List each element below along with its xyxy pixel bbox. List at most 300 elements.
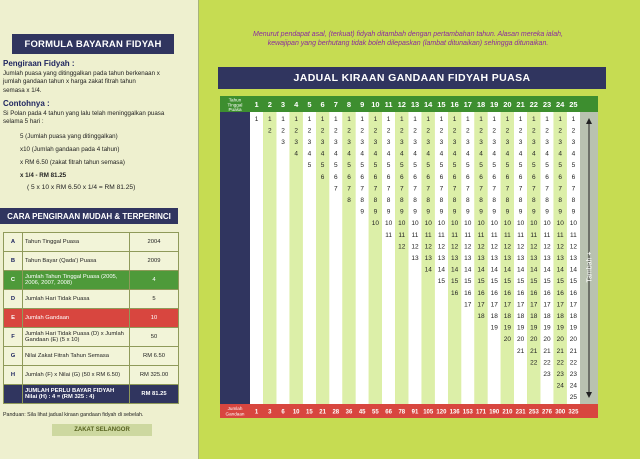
table-cell: 7 [505,185,510,193]
total-cell: 276 [541,409,553,416]
table-cell: 7 [492,185,497,193]
table-cell: 4 [518,150,523,158]
column-stripe [276,112,289,404]
table-cell: 22 [556,359,564,367]
table-cell: 9 [439,208,444,216]
table-cell: 14 [516,266,525,274]
year-column [220,112,250,404]
column-header: 1 [254,100,259,109]
calc-row-key: G [4,347,23,366]
table-cell: 3 [373,139,378,146]
column-header: 2 [267,100,272,109]
calc-row-key: A [4,233,23,252]
calc-row-label: Jumlah Hari Tidak Puasa [23,290,130,309]
table-cell: 6 [479,173,483,181]
table-cell: 24 [556,382,564,390]
table-cell: 5 [413,162,417,170]
table-cell: 11 [411,231,419,239]
table-cell: 15 [503,278,512,286]
table-cell: 2 [479,127,483,135]
column-header: 10 [371,100,380,109]
column-header: 9 [360,100,365,109]
table-cell: 8 [360,197,365,204]
table-cell: 4 [479,150,483,158]
table-cell: 16 [530,289,538,297]
table-cell: 10 [530,220,538,228]
table-cell: 1 [426,115,431,123]
totals-label: Jumlah [227,406,243,411]
table-cell: 22 [569,359,578,367]
calc-row-label: Jumlah Gandaan [23,309,130,328]
table-cell: 6 [545,173,549,181]
table-cell: 2 [413,127,417,135]
table-cell: 7 [333,185,338,193]
table-cell: 1 [413,115,417,123]
table-cell: 6 [492,173,497,181]
table-cell: 9 [545,208,549,216]
column-header: 24 [556,100,565,109]
table-cell: 23 [556,371,564,378]
table-cell: 4 [492,150,497,158]
table-cell: 18 [543,313,551,320]
table-cell: 11 [556,231,564,239]
table-cell: 10 [424,220,432,228]
table-cell: 11 [477,231,485,239]
table-cell: 1 [531,115,536,123]
table-cell: 23 [543,371,551,378]
table-cell: 9 [505,208,510,216]
table-cell: 3 [413,139,417,146]
column-header: 16 [450,100,459,109]
total-cell: 253 [528,409,539,416]
calc-table [3,232,179,404]
total-cell: 45 [358,409,366,416]
column-header: 25 [569,100,578,109]
total-cell: 36 [345,409,353,416]
table-cell: 16 [464,289,472,297]
total-cell: 153 [462,409,473,416]
column-header: 17 [463,100,472,109]
table-cell: 12 [569,243,578,251]
table-cell: 14 [437,266,446,274]
table-cell: 12 [477,243,485,251]
table-cell: 3 [320,139,325,146]
table-cell: 8 [373,197,378,204]
table-cell: 12 [437,243,446,251]
table-cell: 6 [426,173,431,181]
table-cell: 16 [543,289,551,297]
table-cell: 11 [451,231,458,239]
calc-row-value: 50 [130,328,179,347]
table-cell: 5 [307,162,312,170]
table-cell: 10 [371,220,380,228]
calc-row-key: E [4,309,23,328]
total-cell: 120 [436,409,447,416]
column-header: 7 [333,100,338,109]
table-cell: 8 [426,197,431,204]
table-cell: 24 [569,382,578,390]
table-cell: 4 [333,150,338,158]
table-cell: 7 [360,185,365,193]
calc-row-value: 4 [130,271,179,290]
total-cell: 55 [372,409,379,416]
total-cell: 231 [515,409,526,416]
table-cell: 17 [556,301,564,309]
table-cell: 20 [556,336,564,344]
calc-row-label: Jumlah (F) x Nilai (G) (50 x RM 6.50) [23,366,130,385]
total-cell: 15 [306,409,313,416]
table-cell: 5 [571,162,576,170]
table-cell: 1 [505,115,510,123]
corner-label: Tinggal [227,102,243,108]
table-cell: 14 [530,266,538,274]
total-cell: 136 [449,409,460,416]
table-cell: 15 [543,278,551,286]
calc-row-key [4,385,23,404]
table-cell: 2 [373,127,378,135]
table-cell: 1 [294,115,299,123]
calc-row-label: Jumlah Tahun Tinggal Puasa (2005, 2006, 2007, 2008) [23,271,130,290]
table-cell: 15 [556,278,564,286]
table-cell: 9 [531,208,536,216]
table-cell: 22 [530,359,538,367]
table-cell: 9 [479,208,483,216]
table-cell: 5 [558,162,563,170]
table-cell: 17 [530,301,538,309]
table-cell: 8 [531,197,536,204]
formula-title: FORMULA BAYARAN FIDYAH [12,34,174,54]
calc-row-key: F [4,328,23,347]
table-cell: 8 [571,197,576,204]
table-cell: 17 [569,301,578,309]
table-cell: 10 [411,220,419,228]
table-cell: 11 [504,231,511,239]
table-cell: 16 [556,289,564,297]
table-cell: 15 [477,278,485,286]
table-cell: 17 [503,301,512,309]
table-cell: 14 [543,266,551,274]
table-cell: 1 [333,115,338,123]
column-header: 22 [529,100,538,109]
table-cell: 5 [386,162,391,170]
table-cell: 14 [569,266,578,274]
table-cell: 18 [530,313,538,320]
table-cell: 1 [492,115,497,123]
example-steps: 5 (Jumlah puasa yang ditinggalkan) x10 (Jumlah gandaan pada 4 tahun) x RM 6.50 (zakat fitrah tahun semasa) x 1/4 - RM 81.25 [20,133,125,179]
table-cell: 11 [570,231,577,239]
table-cell: 10 [556,220,564,228]
table-cell: 13 [411,255,419,262]
cara-title: CARA PENGIRAAN MUDAH & TERPERINCI [0,208,178,224]
table-cell: 2 [465,127,470,135]
table-cell: 10 [384,220,393,228]
column-header: 4 [294,100,299,109]
table-cell: 9 [373,208,378,216]
table-cell: 5 [373,162,378,170]
table-cell: 18 [516,313,525,320]
totals-label: Gandaan [225,411,245,417]
total-cell: 105 [423,409,434,416]
table-cell: 19 [543,324,551,332]
table-cell: 18 [503,313,512,320]
table-cell: 12 [398,243,406,251]
table-cell: 8 [439,197,444,204]
total-cell: 190 [489,409,500,416]
table-cell: 2 [558,127,563,135]
column-header: 18 [476,100,486,109]
table-cell: 15 [450,278,459,286]
column-header: 6 [320,100,325,109]
column-header: 21 [516,100,525,109]
table-cell: 4 [439,150,444,158]
table-cell: 18 [477,313,485,320]
contoh-heading: Contohnya : [3,99,50,108]
table-cell: 4 [558,150,563,158]
table-cell: 5 [531,162,536,170]
table-cell: 3 [426,139,431,146]
table-cell: 12 [411,243,419,251]
table-cell: 8 [399,197,404,204]
calc-row-value: 10 [130,309,179,328]
table-cell: 4 [452,150,457,158]
table-cell: 12 [530,243,538,251]
table-cell: 6 [413,173,417,181]
column-header: 8 [346,100,352,109]
table-cell: 6 [347,173,351,181]
table-cell: 9 [426,208,431,216]
total-cell: 6 [281,409,285,416]
calc-row-key: C [4,271,23,290]
quote-text: Menurut pendapat asal, (terkuat) fidyah ditambah dengan pertambahan tahun. Alasan mereka ialah, kewajipan yang berhutang tidak boleh dilepaskan (lambat ditunaikan) sehingga ditunaikan. [253,31,563,47]
table-cell: 3 [294,139,299,146]
table-cell: 8 [465,197,470,204]
panduan-note: Panduan: Sila lihat jadual kiraan gandaan fidyah di sebelah. [3,412,144,418]
table-cell: 4 [426,150,431,158]
table-cell: 8 [413,197,417,204]
table-cell: 10 [543,220,551,228]
calc-row [4,252,179,271]
calc-row-value: RM 81.25 [130,385,179,404]
table-cell: 4 [360,150,365,158]
corner-label: Tahun [228,97,242,103]
table-cell: 15 [490,278,498,286]
table-cell: 3 [545,139,549,146]
calc-row [4,271,179,290]
total-cell: 1 [254,409,259,416]
table-cell: 8 [505,197,510,204]
table-cell: 11 [530,231,538,239]
table-cell: 4 [545,150,549,158]
column-header: 23 [542,100,552,109]
table-cell: 21 [543,347,551,355]
table-cell: 8 [479,197,483,204]
table-cell: 5 [479,162,483,170]
table-cell: 6 [320,173,325,181]
table-cell: 11 [438,231,445,239]
table-cell: 1 [281,115,285,123]
fidyah-table [220,96,612,430]
footer-logo-text: ZAKAT SELANGOR [52,424,152,436]
table-cell: 15 [464,278,472,286]
table-cell: 2 [307,127,312,135]
table-cell: 13 [530,255,538,262]
table-cell: 1 [254,115,259,123]
column-header: 19 [490,100,499,109]
calc-row-value: RM 325.00 [130,366,179,385]
table-cell: 13 [450,255,459,262]
table-cell: 10 [464,220,472,228]
table-cell: 1 [518,115,523,123]
table-cell: 23 [569,371,578,378]
calc-row-value: 2004 [130,233,179,252]
table-cell: 14 [464,266,472,274]
table-cell: 12 [516,243,525,251]
table-cell: 11 [543,231,551,239]
calc-row-value: 5 [130,290,179,309]
table-cell: 20 [530,336,538,344]
table-cell: 20 [503,336,512,344]
table-cell: 13 [490,255,498,262]
table-cell: 2 [531,127,536,135]
table-cell: 1 [386,115,391,123]
table-cell: 12 [424,243,432,251]
table-cell: 1 [320,115,325,123]
table-cell: 14 [503,266,512,274]
table-cell: 15 [437,278,446,286]
table-cell: 6 [558,173,563,181]
table-cell: 14 [490,266,498,274]
table-cell: 2 [518,127,523,135]
column-header: 14 [424,100,433,109]
calc-row-label: JUMLAH PERLU BAYAR FIDYAH Nilai (H) : 4 = (RM 325 : 4) [23,385,130,404]
table-cell: 17 [477,301,485,309]
table-cell: 13 [464,255,472,262]
table-cell: 10 [450,220,459,228]
table-cell: 5 [545,162,549,170]
table-cell: 10 [437,220,446,228]
table-cell: 6 [465,173,470,181]
table-cell: 6 [399,173,404,181]
table-cell: 2 [267,127,272,135]
table-cell: 19 [503,324,512,332]
table-cell: 1 [373,115,378,123]
table-cell: 5 [333,162,338,170]
table-cell: 5 [492,162,497,170]
calc-row [4,366,179,385]
table-cell: 4 [505,150,510,158]
column-header: 5 [307,100,312,109]
calc-row [4,347,179,366]
table-cell: 10 [398,220,406,228]
table-cell: 18 [569,313,578,320]
table-cell: 7 [386,185,391,193]
table-cell: 14 [556,266,564,274]
table-cell: 18 [490,313,498,320]
table-cell: 5 [426,162,431,170]
table-cell: 19 [516,324,525,332]
table-cell: 7 [518,185,523,193]
total-cell: 10 [292,409,300,416]
table-cell: 22 [543,359,551,367]
column-header: 12 [397,100,406,109]
pengiraan-text: Jumlah puasa yang ditinggalkan pada tahun berkenaan x jumlah gandaan tahun x harga zakat fitrah tahun semasa x 1/4. [3,70,160,94]
table-cell: 8 [347,197,351,204]
table-cell: 3 [333,139,338,146]
table-cell: 3 [531,139,536,146]
table-cell: 2 [333,127,338,135]
table-cell: 21 [569,347,578,355]
table-cell: 6 [360,173,365,181]
table-cell: 5 [465,162,470,170]
table-cell: 9 [360,208,365,216]
table-cell: 2 [386,127,391,135]
table-cell: 17 [464,301,472,309]
table-cell: 1 [399,115,404,123]
calc-row [4,290,179,309]
table-cell: 13 [569,255,578,262]
table-cell: 3 [518,139,523,146]
calc-row-key: B [4,252,23,271]
table-cell: 6 [333,173,338,181]
total-cell: 171 [475,409,487,416]
table-cell: 3 [558,139,563,146]
table-cell: 8 [386,197,391,204]
table-cell: 1 [479,115,483,123]
table-cell: 6 [439,173,444,181]
table-cell: 14 [450,266,459,274]
table-cell: 18 [556,313,564,320]
table-cell: 9 [465,208,470,216]
table-cell: 7 [373,185,378,193]
table-cell: 7 [479,185,483,193]
table-cell: 5 [347,162,351,170]
column-header: 15 [437,100,446,109]
table-cell: 7 [558,185,563,193]
table-cell: 9 [413,208,417,216]
table-cell: 3 [452,139,457,146]
table-cell: 3 [399,139,404,146]
table-cell: 5 [518,162,523,170]
table-cell: 13 [437,255,446,262]
table-cell: 20 [543,336,551,344]
table-cell: 5 [439,162,444,170]
total-cell: 21 [319,409,326,416]
column-header: 20 [503,100,512,109]
table-cell: 2 [545,127,549,135]
table-cell: 17 [490,301,498,309]
table-cell: 9 [386,208,391,216]
calc-row-label: Jumlah Hari Tidak Puasa (D) x Jumlah Gandaan (E) (5 x 10) [23,328,130,347]
table-cell: 2 [399,127,404,135]
table-cell: 2 [439,127,444,135]
table-cell: 15 [530,278,538,286]
table-cell: 5 [320,162,325,170]
table-cell: 12 [503,243,512,251]
column-stripe [250,112,263,404]
table-cell: 1 [452,115,457,123]
table-cell: 4 [386,150,391,158]
corner-label: Puasa [228,107,242,112]
table-cell: 6 [452,173,457,181]
table-cell: 7 [413,185,417,193]
table-cell: 1 [558,115,563,123]
table-cell: 4 [294,150,299,158]
table-cell: 9 [492,208,497,216]
table-cell: 21 [516,347,525,355]
table-cell: 2 [281,127,285,135]
side-label: Tambah + [586,251,594,283]
table-cell: 8 [452,197,457,204]
